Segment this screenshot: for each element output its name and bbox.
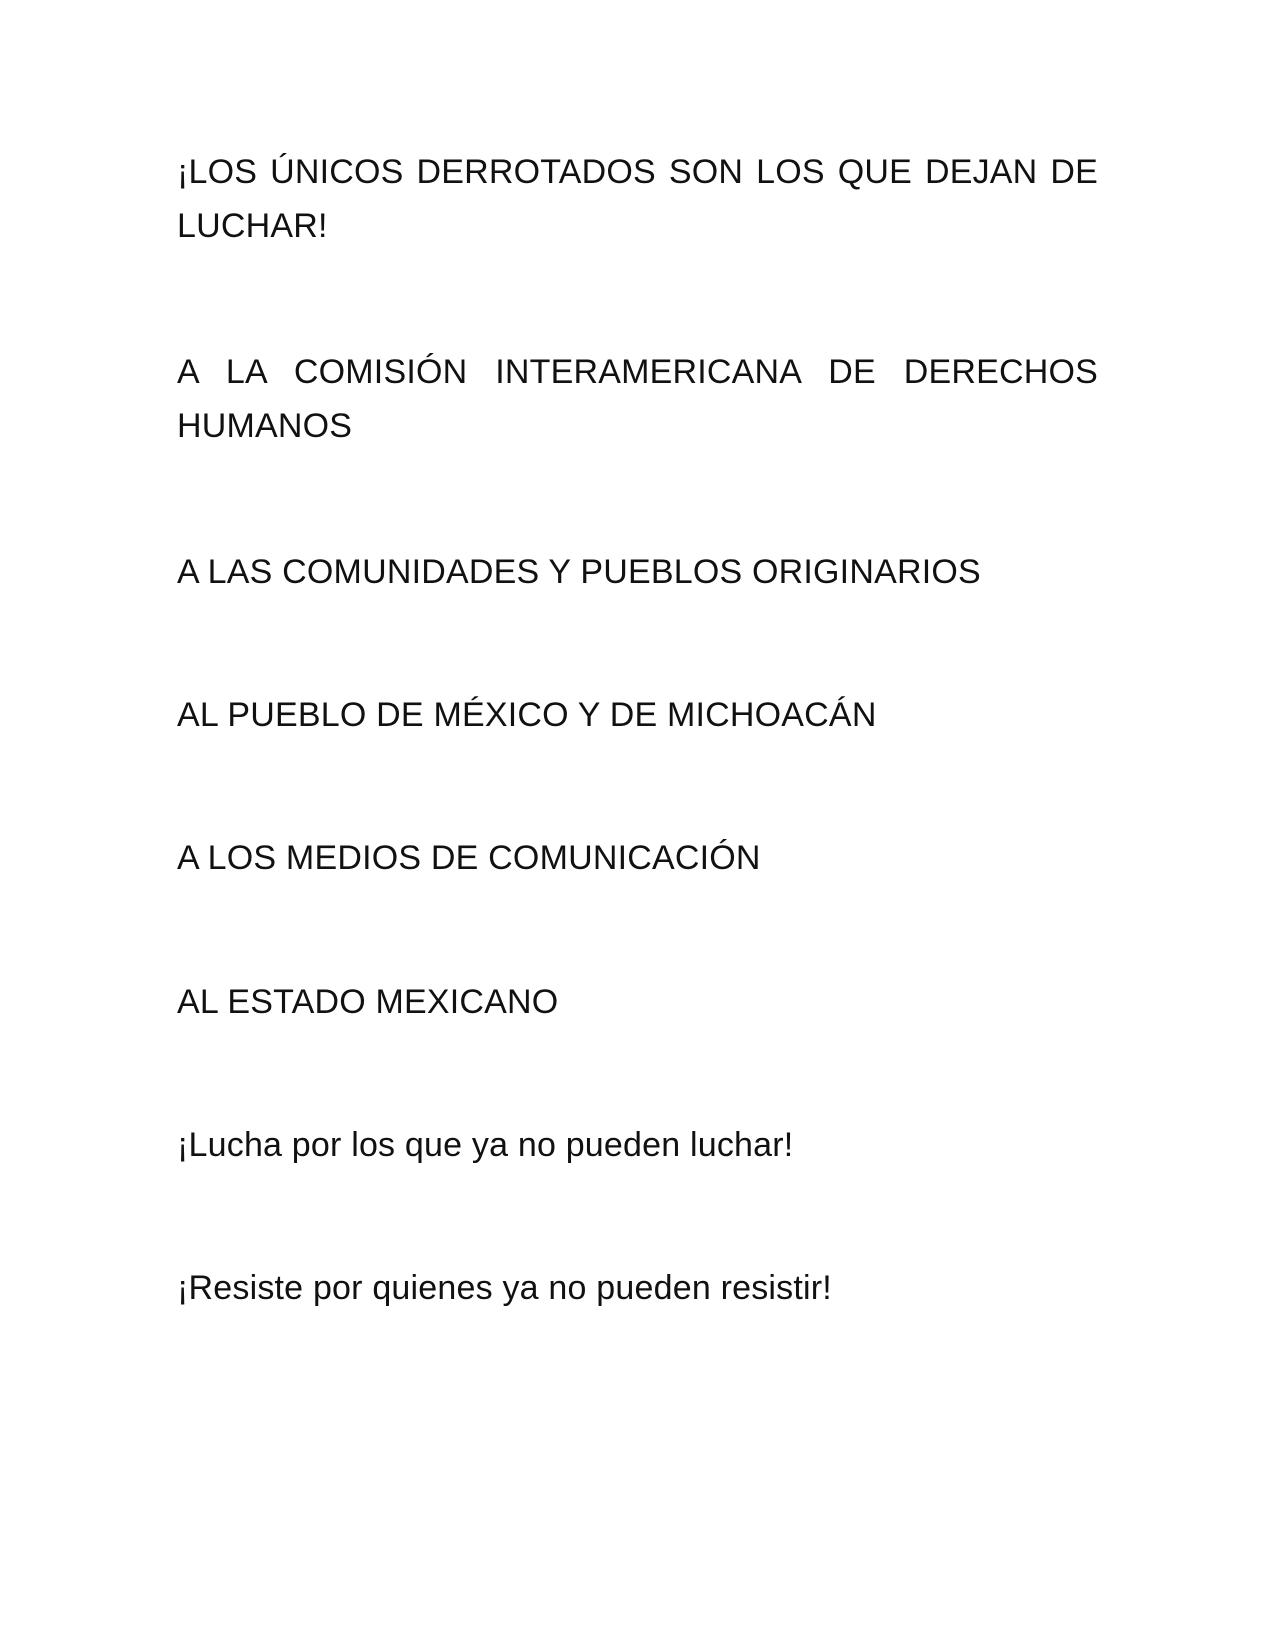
- addressee-media: A LOS MEDIOS DE COMUNICACIÓN: [177, 839, 761, 877]
- closing-slogan-resist: ¡Resiste por quienes ya no pueden resistir!: [177, 1269, 832, 1307]
- addressee-people: AL PUEBLO DE MÉXICO Y DE MICHOACÁN: [177, 696, 877, 734]
- heading-slogan-line-1: ¡LOS ÚNICOS DERROTADOS SON LOS QUE DEJAN DE: [177, 153, 1098, 191]
- addressee-cidh-line-1: A LA COMISIÓN INTERAMERICANA DE DERECHOS: [177, 353, 1098, 391]
- addressee-cidh-line-2: HUMANOS: [177, 407, 353, 445]
- heading-slogan: [177, 145, 1098, 253]
- heading-slogan-line-2: LUCHAR!: [177, 207, 328, 245]
- addressee-cidh: [177, 345, 1098, 453]
- addressee-communities: A LAS COMUNIDADES Y PUEBLOS ORIGINARIOS: [177, 553, 981, 591]
- addressee-state: AL ESTADO MEXICANO: [177, 983, 559, 1021]
- closing-slogan-fight: ¡Lucha por los que ya no pueden luchar!: [177, 1126, 794, 1164]
